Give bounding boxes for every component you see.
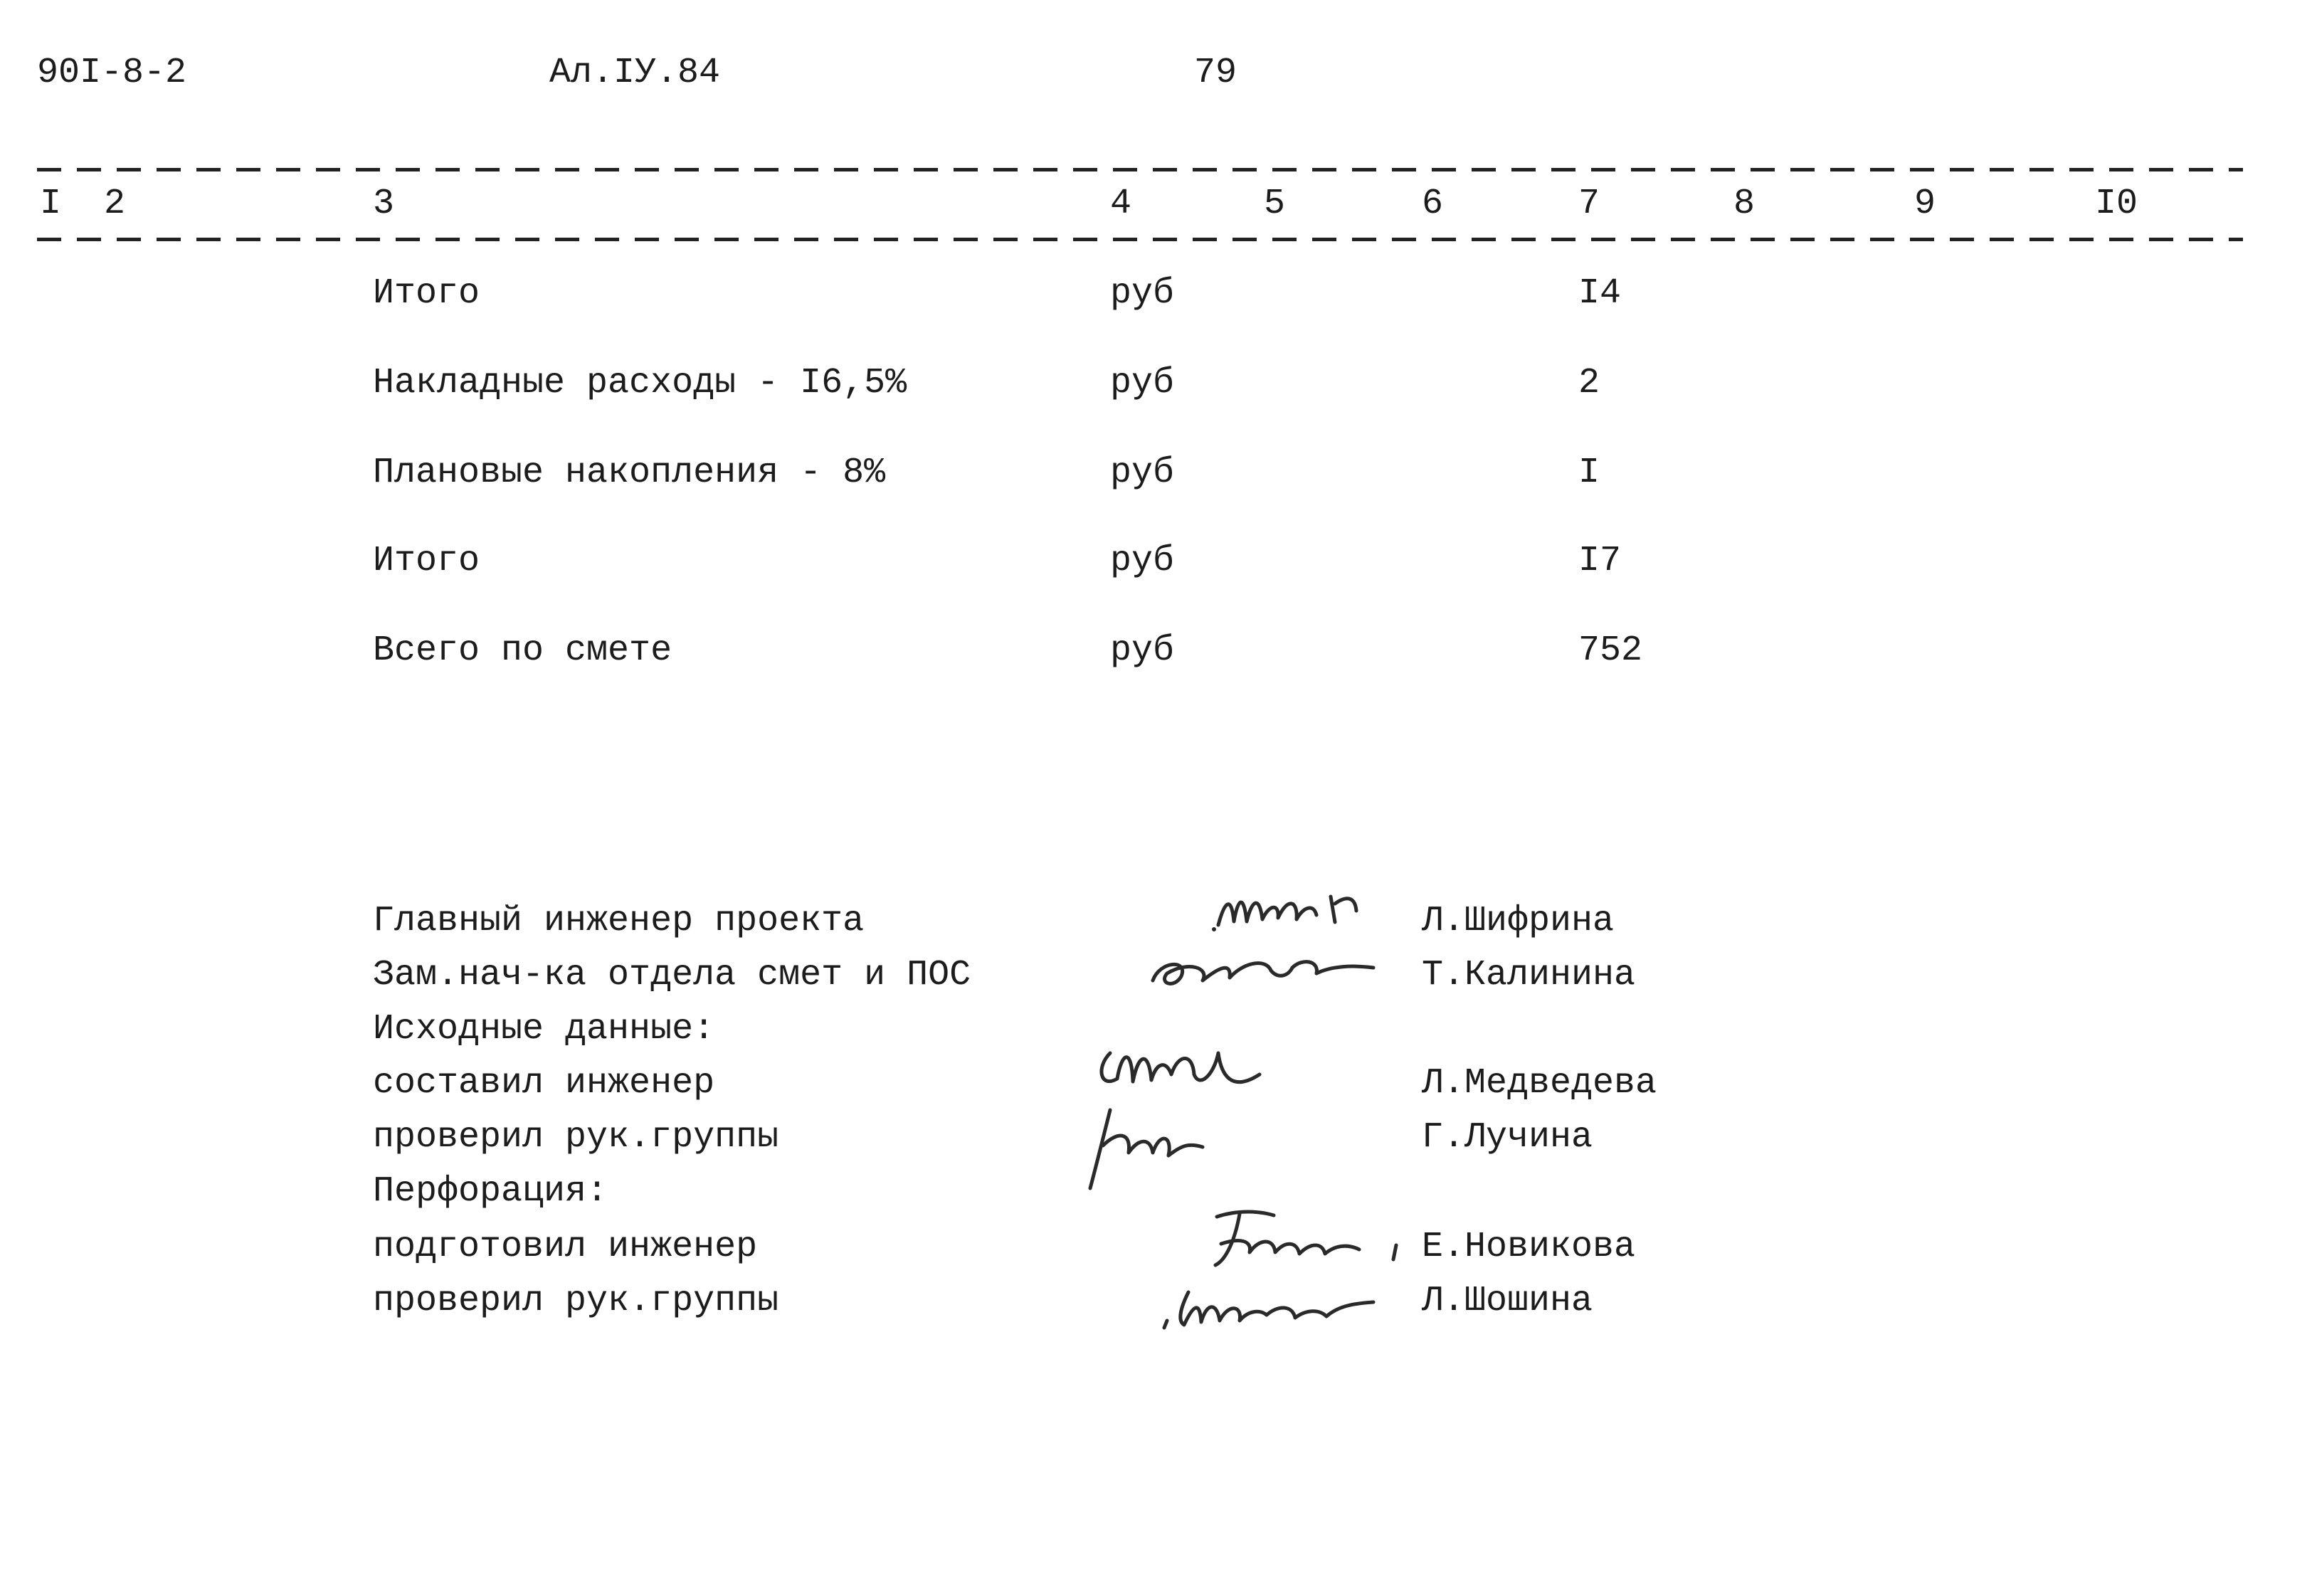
signer-name: Л.Медведева — [1422, 1063, 1657, 1104]
signature-shoshina — [1160, 1271, 1423, 1335]
row-name: Итого — [373, 273, 480, 314]
row-value: 2 — [1578, 363, 1600, 403]
header-top-rule — [37, 168, 2243, 171]
column-header-7: 7 — [1578, 184, 1600, 224]
row-name: Всего по смете — [373, 630, 672, 671]
row-unit: руб — [1110, 541, 1175, 581]
column-header-4: 4 — [1110, 184, 1132, 224]
signature-medvedeva — [1089, 1025, 1302, 1110]
row-unit: руб — [1110, 363, 1175, 403]
signature-kalinina — [1146, 939, 1381, 996]
role-checked-by: проверил рук.группы — [373, 1117, 779, 1158]
row-name: Плановые накопления - 8% — [373, 453, 886, 493]
row-unit: руб — [1110, 630, 1175, 671]
signer-name: Л.Шошина — [1422, 1281, 1593, 1321]
role-compiled-by: составил инженер — [373, 1063, 715, 1104]
column-header-8: 8 — [1733, 184, 1756, 224]
row-value: 752 — [1578, 630, 1643, 671]
page-number: 79 — [1194, 53, 1237, 93]
signature-luchina — [1082, 1103, 1267, 1195]
role-deputy-head: Зам.нач-ка отдела смет и ПОС — [373, 955, 971, 995]
signer-name: Л.Шифрина — [1422, 901, 1615, 941]
signature-novikova — [1195, 1203, 1423, 1274]
header-bottom-rule — [37, 238, 2243, 241]
role-chief-engineer: Главный инженер проекта — [373, 901, 865, 941]
column-header-1: I — [40, 184, 62, 224]
column-header-3: 3 — [373, 184, 395, 224]
signer-name: Т.Калинина — [1422, 955, 1636, 995]
album-number: Ал.IУ.84 — [549, 53, 721, 93]
row-value: I — [1578, 453, 1600, 493]
role-checked-by-2: проверил рук.группы — [373, 1281, 779, 1321]
column-header-9: 9 — [1914, 184, 1936, 224]
row-value: I7 — [1578, 541, 1622, 581]
role-source-data-heading: Исходные данные: — [373, 1009, 715, 1050]
column-header-2: 2 — [104, 184, 126, 224]
signature-shifrina — [1210, 882, 1381, 939]
row-name: Накладные расходы - I6,5% — [373, 363, 907, 403]
role-prepared-by: подготовил инженер — [373, 1227, 758, 1267]
row-unit: руб — [1110, 453, 1175, 493]
row-value: I4 — [1578, 273, 1622, 314]
signer-name: Г.Лучина — [1422, 1117, 1593, 1158]
column-header-6: 6 — [1422, 184, 1444, 224]
document-code: 90I-8-2 — [37, 53, 187, 93]
row-name: Итого — [373, 541, 480, 581]
role-perforation-heading: Перфорация: — [373, 1171, 608, 1212]
column-header-5: 5 — [1264, 184, 1286, 224]
row-unit: руб — [1110, 273, 1175, 314]
column-header-10: I0 — [2095, 184, 2138, 224]
signer-name: Е.Новикова — [1422, 1227, 1636, 1267]
